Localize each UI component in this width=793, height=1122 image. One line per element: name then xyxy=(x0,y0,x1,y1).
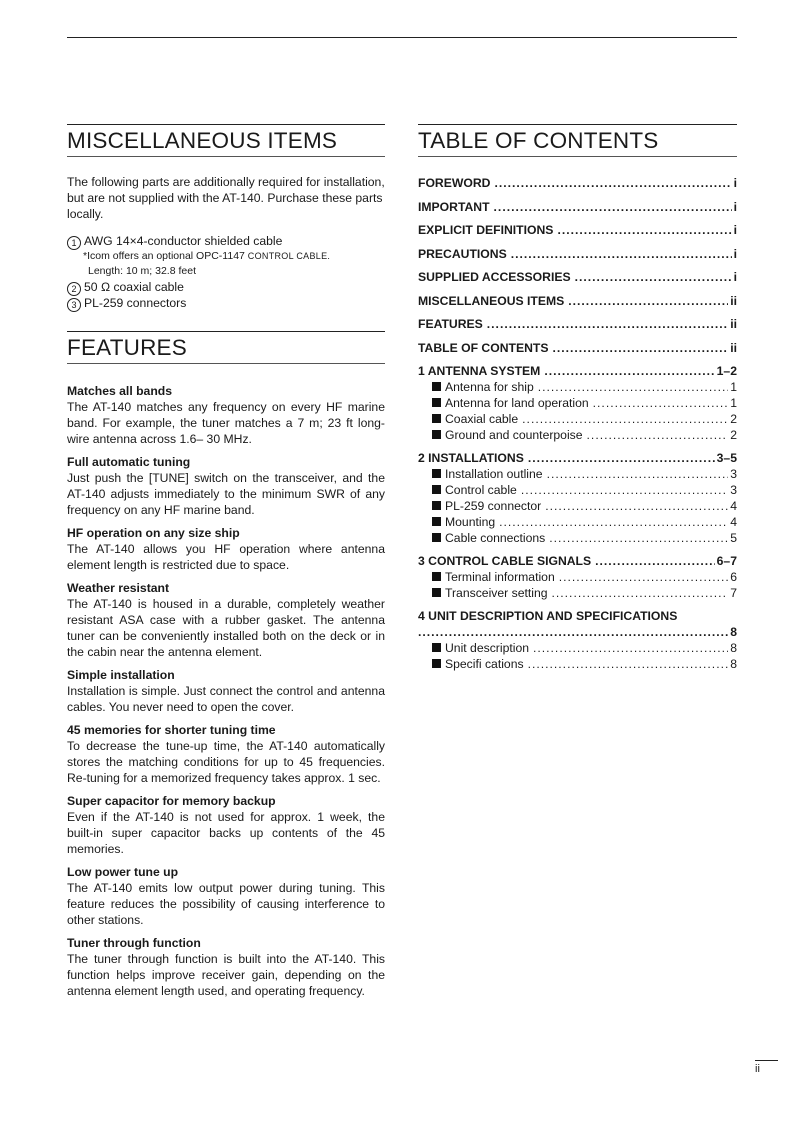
page-number: ii xyxy=(755,1060,778,1075)
leader-dots xyxy=(511,246,732,262)
feature-title: Tuner through function xyxy=(67,936,201,950)
circled-number: 2 xyxy=(67,282,81,296)
toc-entry-label: Cable connections xyxy=(445,531,546,545)
toc-entry[interactable] xyxy=(418,199,737,215)
leader-dots xyxy=(557,222,731,238)
leader-dots xyxy=(593,395,729,411)
toc-chapter xyxy=(418,553,737,601)
leader-dots xyxy=(545,498,728,514)
square-bullet-icon xyxy=(432,414,441,423)
feature-item xyxy=(67,580,385,660)
toc-entry-label: 2 INSTALLATIONS xyxy=(418,451,524,465)
misc-item xyxy=(67,233,385,249)
toc-entry-page: 1 xyxy=(730,380,737,394)
misc-item-text: 50 Ω coaxial cable xyxy=(84,280,184,294)
toc-entry-label: FOREWORD xyxy=(418,176,491,190)
toc-chapter xyxy=(418,608,737,672)
features-section xyxy=(67,331,385,999)
leader-dots xyxy=(521,482,728,498)
toc-entry-page: 4 xyxy=(730,499,737,513)
toc-sub-entry[interactable] xyxy=(418,640,737,656)
feature-item xyxy=(67,525,385,573)
toc-entry-label: FEATURES xyxy=(418,317,483,331)
toc-entry-label: 3 CONTROL CABLE SIGNALS xyxy=(418,554,592,568)
feature-item xyxy=(67,864,385,928)
toc-entry-label: Installation outline xyxy=(445,467,543,481)
toc-entry-label: PRECAUTIONS xyxy=(418,246,507,261)
toc-entry-page: 1 xyxy=(730,396,737,410)
square-bullet-icon xyxy=(432,469,441,478)
leader-dots xyxy=(522,411,728,427)
toc-entry-label: Specifi cations xyxy=(445,657,524,671)
features-heading: FEATURES xyxy=(67,331,385,364)
toc-entry-label: Ground and counterpoise xyxy=(445,428,583,442)
square-bullet-icon xyxy=(432,517,441,526)
leader-dots xyxy=(538,379,728,395)
feature-text: To decrease the tune-up time, the AT-140 automatically stores the matching conditions for up to 45 frequencies. Re-tuning for a memorized frequency takes approx. 1 sec. xyxy=(67,739,385,785)
feature-text: The AT-140 allows you HF operation where antenna element length is restricted due to space. xyxy=(67,542,385,572)
feature-item xyxy=(67,722,385,786)
toc-sub-entry[interactable] xyxy=(418,498,737,514)
toc-entry-page: i xyxy=(733,199,737,214)
toc-sub-entry[interactable] xyxy=(418,482,737,498)
toc-entry-page: 2 xyxy=(730,428,737,442)
toc-entry-page: i xyxy=(733,246,737,261)
toc-chapter xyxy=(418,363,737,443)
leader-dots xyxy=(499,514,728,530)
toc-entry-page: 3 xyxy=(730,483,737,497)
leader-dots xyxy=(549,530,728,546)
features-list xyxy=(67,383,385,999)
toc-entry-page: 2 xyxy=(730,412,737,426)
leader-dots xyxy=(552,340,728,356)
misc-intro: The following parts are additionally required for installation, but are not supplied with the AT-140. Purchase these parts locally. xyxy=(67,175,385,221)
feature-title: Weather resistant xyxy=(67,581,170,595)
toc-entry-label: PL-259 connector xyxy=(445,499,542,513)
leader-dots xyxy=(547,466,729,482)
leader-dots xyxy=(595,553,715,569)
square-bullet-icon xyxy=(432,643,441,652)
toc-chapter-leader xyxy=(418,624,737,640)
leader-dots xyxy=(568,293,728,309)
toc-entry[interactable] xyxy=(418,175,737,191)
toc-entry-label: SUPPLIED ACCESSORIES xyxy=(418,270,571,284)
toc-entry-label: Terminal information xyxy=(445,570,555,584)
toc-entry-label: Control cable xyxy=(445,483,517,497)
note-prefix: *Icom offers an optional OPC-1147 xyxy=(83,250,245,262)
toc-entry-page: ii xyxy=(730,293,737,308)
toc-entry-page: i xyxy=(733,223,737,237)
misc-item xyxy=(67,279,385,295)
toc-entry-page: 4 xyxy=(730,515,737,529)
misc-note-length: Length: 10 m; 32.8 feet xyxy=(88,265,196,277)
feature-text: The AT-140 is housed in a durable, completely weather resistant ASA case with a rubber gasket. The antenna tuner can be conveniently installed both on the deck or in the cabin near the antenna element. xyxy=(67,597,385,659)
square-bullet-icon xyxy=(432,659,441,668)
misc-note xyxy=(67,249,385,264)
leader-dots xyxy=(494,175,731,191)
left-column xyxy=(67,124,385,999)
toc-entry-label: TABLE OF CONTENTS xyxy=(418,340,549,355)
feature-text: The AT-140 emits low output power during tuning. This feature reduces the possibility of causing interference to other stations. xyxy=(67,881,385,927)
toc-entry-label: Mounting xyxy=(445,515,496,529)
note-smallcaps: CONTROL CABLE. xyxy=(247,251,331,261)
toc-entry[interactable] xyxy=(418,316,737,332)
feature-title: Full automatic tuning xyxy=(67,455,191,469)
feature-item xyxy=(67,383,385,447)
square-bullet-icon xyxy=(432,398,441,407)
toc-heading: TABLE OF CONTENTS xyxy=(418,124,737,157)
toc-sub-entry[interactable] xyxy=(418,411,737,427)
toc-entry-page: 6–7 xyxy=(716,554,737,568)
top-rule xyxy=(67,37,737,38)
toc-entry-label: MISCELLANEOUS ITEMS xyxy=(418,293,565,308)
toc-chapter-entry[interactable] xyxy=(418,363,737,379)
leader-dots xyxy=(487,316,728,332)
misc-item-text: AWG 14×4-conductor shielded cable xyxy=(84,234,283,248)
toc-entry-label: 1 ANTENNA SYSTEM xyxy=(418,364,541,378)
toc-entry[interactable] xyxy=(418,246,737,262)
leader-dots xyxy=(552,585,729,601)
square-bullet-icon xyxy=(432,382,441,391)
square-bullet-icon xyxy=(432,588,441,597)
toc-sub-entry[interactable] xyxy=(418,530,737,546)
toc-entry-page: 8 xyxy=(730,625,737,639)
feature-text: The AT-140 matches any frequency on every HF marine band. For example, the tuner matches a 7 m; 23 ft long-wire antenna across 1.6– 30 MHz. xyxy=(67,400,385,446)
feature-title: Low power tune up xyxy=(67,865,179,879)
toc-entry-page: i xyxy=(733,270,737,284)
leader-dots xyxy=(533,640,728,656)
leader-dots xyxy=(528,656,729,672)
toc-entry-label: IMPORTANT xyxy=(418,199,490,214)
toc-sub-entry[interactable] xyxy=(418,656,737,672)
leader-dots xyxy=(575,269,732,285)
toc-entry-label: Antenna for land operation xyxy=(445,396,589,410)
leader-dots xyxy=(528,450,715,466)
leader-dots xyxy=(494,199,732,215)
circled-number: 1 xyxy=(67,236,81,250)
toc-entry-page: 3–5 xyxy=(716,451,737,465)
feature-item xyxy=(67,793,385,857)
toc-entry-page: ii xyxy=(730,340,737,355)
feature-title: Super capacitor for memory backup xyxy=(67,794,276,808)
toc-entry-page: ii xyxy=(730,317,737,331)
feature-text: The tuner through function is built into the AT-140. This function helps improve receiver gain, depending on the antenna element length used, and operating frequency. xyxy=(67,952,385,998)
leader-dots xyxy=(544,363,714,379)
square-bullet-icon xyxy=(432,572,441,581)
feature-text: Just push the [TUNE] switch on the transceiver, and the AT-140 adjusts immediately to the minimum SWR of any frequency on any HF marine band. xyxy=(67,471,385,517)
feature-title: Simple installation xyxy=(67,668,175,682)
toc-sub-entry[interactable] xyxy=(418,585,737,601)
square-bullet-icon xyxy=(432,485,441,494)
misc-item xyxy=(67,295,385,311)
toc-chapter-entry[interactable] xyxy=(418,450,737,466)
square-bullet-icon xyxy=(432,533,441,542)
feature-item xyxy=(67,935,385,999)
square-bullet-icon xyxy=(432,430,441,439)
toc-sub-entry[interactable] xyxy=(418,569,737,585)
toc-sub-entry[interactable] xyxy=(418,514,737,530)
toc-entry-label: Coaxial cable xyxy=(445,412,519,426)
misc-heading: MISCELLANEOUS ITEMS xyxy=(67,124,385,157)
toc-entry-label: Unit description xyxy=(445,641,529,655)
square-bullet-icon xyxy=(432,501,441,510)
toc-entry[interactable] xyxy=(418,293,737,309)
toc-entry-page: 8 xyxy=(730,641,737,655)
toc-sub-entry[interactable] xyxy=(418,379,737,395)
toc-entry-page: i xyxy=(733,176,737,190)
toc-sub-entry[interactable] xyxy=(418,395,737,411)
circled-number: 3 xyxy=(67,298,81,312)
feature-title: HF operation on any size ship xyxy=(67,526,240,540)
toc-chapter xyxy=(418,450,737,546)
leader-dots xyxy=(587,427,729,443)
toc-entry[interactable] xyxy=(418,340,737,356)
toc-entry-page: 6 xyxy=(730,570,737,584)
feature-text: Installation is simple. Just connect the control and antenna cables. You never need to open the cover. xyxy=(67,684,385,714)
toc-entry-page: 3 xyxy=(730,467,737,481)
toc-entry-label: Antenna for ship xyxy=(445,380,534,394)
toc-sub-entry[interactable] xyxy=(418,466,737,482)
misc-items xyxy=(67,233,385,311)
toc-sub-entry[interactable] xyxy=(418,427,737,443)
toc-entry-page: 7 xyxy=(730,586,737,600)
toc-entry-label: Transceiver setting xyxy=(445,586,548,600)
toc-entry-page: 1–2 xyxy=(716,364,737,378)
toc-chapter-entry[interactable] xyxy=(418,553,737,569)
leader-dots xyxy=(418,624,728,640)
toc-entry-page: 8 xyxy=(730,657,737,671)
feature-title: 45 memories for shorter tuning time xyxy=(67,723,276,737)
feature-text: Even if the AT-140 is not used for approx. 1 week, the built-in super capacitor backs up contents of the 45 memories. xyxy=(67,810,385,856)
toc-entry[interactable] xyxy=(418,269,737,285)
right-column xyxy=(418,124,737,679)
toc-list xyxy=(418,175,737,672)
toc-entry-label: EXPLICIT DEFINITIONS xyxy=(418,223,554,237)
feature-item xyxy=(67,454,385,518)
misc-item-text: PL-259 connectors xyxy=(84,296,187,310)
feature-title: Matches all bands xyxy=(67,384,172,398)
toc-entry-page: 5 xyxy=(730,531,737,545)
toc-entry[interactable] xyxy=(418,222,737,238)
toc-chapter-entry[interactable]: 4 UNIT DESCRIPTION AND SPECIFICATIONS xyxy=(418,609,678,623)
leader-dots xyxy=(559,569,728,585)
feature-item xyxy=(67,667,385,715)
